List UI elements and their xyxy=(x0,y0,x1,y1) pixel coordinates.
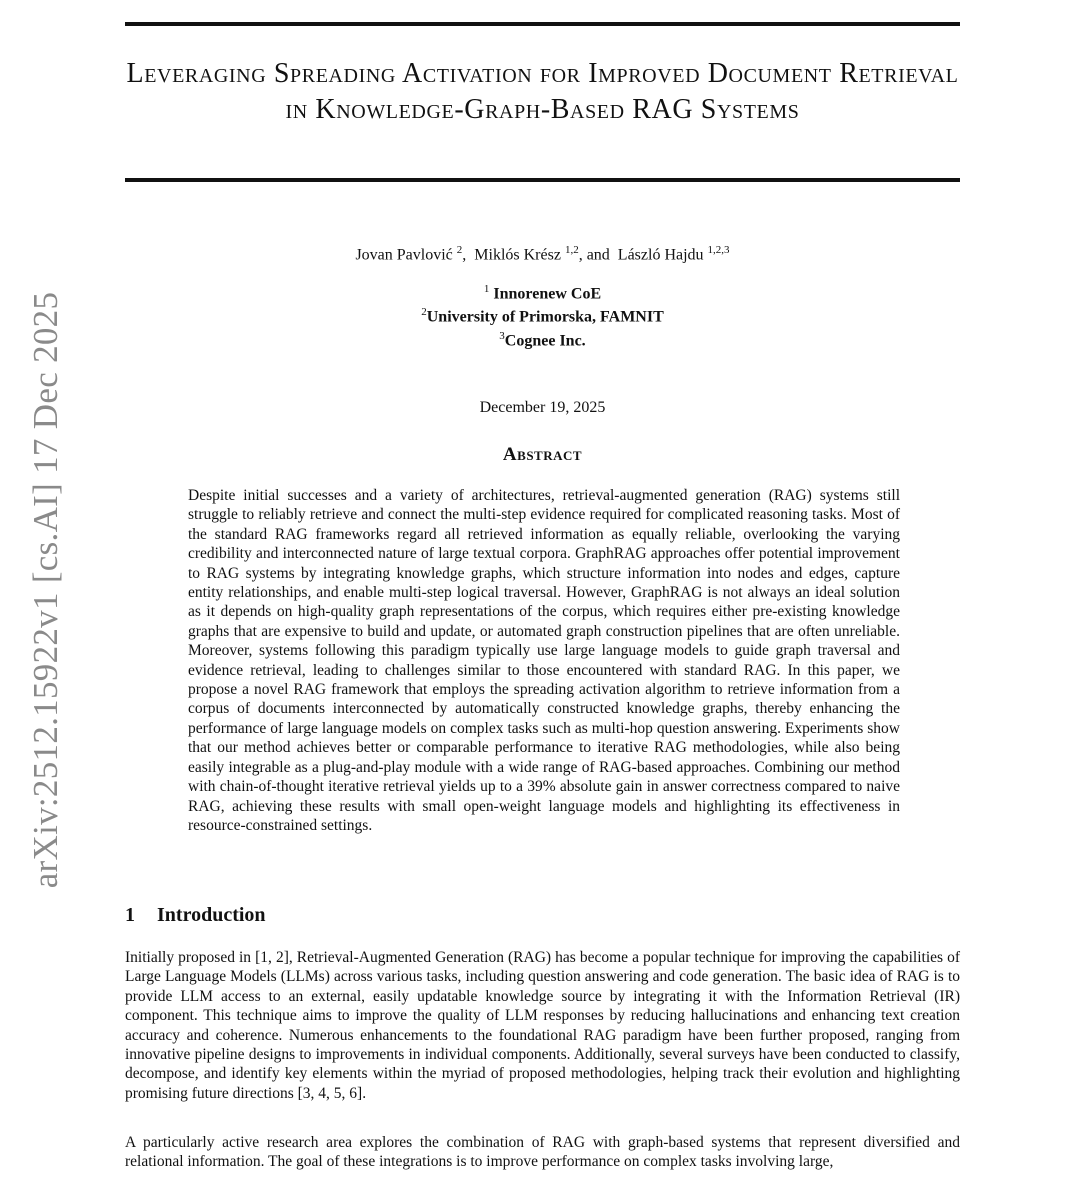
title-bottom-rule xyxy=(125,178,960,182)
affiliation xyxy=(125,327,960,350)
affiliation-mark: 1 xyxy=(483,283,490,295)
affiliation-mark: 3 xyxy=(499,329,505,342)
author-affiliation-marks: 1,2 xyxy=(564,244,579,256)
section-number: 1 xyxy=(125,904,135,926)
author-separator: , and xyxy=(578,246,610,264)
author-separator: , xyxy=(462,246,467,264)
affiliation xyxy=(125,303,960,326)
arxiv-identifier-text: arXiv:2512.15922v1 [cs.AI] 17 Dec 2025 xyxy=(26,291,65,889)
affiliation-list xyxy=(125,280,960,350)
publication-date: December 19, 2025 xyxy=(479,399,606,416)
section-heading xyxy=(125,903,266,927)
affiliation xyxy=(125,280,960,303)
author-name: Jovan Pavlović xyxy=(355,246,453,264)
abstract-text: Despite initial successes and a variety of architectures, retrieval-augmented generation (RAG) systems still struggle to reliably retrieve and connect the multi-step evidence required for complicated reasoning tasks. Most of the standard RAG frameworks regard all retrieved information as equally reliable, overlooking the varying credibility and interconnected nature of large textual corpora. GraphRAG approaches offer potential improvement to RAG systems by integrating knowledge graphs, which structure information into nodes and edges, capture entity relationships, and enable multi-step logical traversal. However, GraphRAG is not always an ideal solution as it depends on high-quality graph representations of the corpus, which requires either pre-existing knowledge graphs that are expensive to build and update, or automated graph construction pipelines that are often unreliable. Moreover, systems following this paradigm typically use large language models to guide graph traversal and evidence retrieval, leading to challenges similar to those encountered with standard RAG. In this paper, we propose a novel RAG framework that employs the spreading activation algorithm to retrieve information from a corpus of documents interconnected by automatically constructed knowledge graphs, thereby enhancing the performance of large language models on complex tasks such as multi-hop question answering. Experiments show that our method achieves better or comparable performance to iterative RAG methodologies, while also being easily integrable as a plug-and-play module with a wide range of RAG-based approaches. Combining our method with chain-of-thought iterative retrieval yields up to a 39% absolute gain in answer correctness compared to naive RAG, achieving these results with small open-weight language models and highlighting its effectiveness in resource-constrained settings. xyxy=(188,487,900,834)
affiliation-name: University of Primorska, FAMNIT xyxy=(426,308,664,326)
author-affiliation-marks: 2 xyxy=(456,244,463,256)
abstract-heading: Abstract xyxy=(502,444,583,465)
affiliation-name: Cognee Inc. xyxy=(504,331,586,349)
arxiv-identifier xyxy=(24,280,68,900)
paper-title: Leveraging Spreading Activation for Improved Document Retrieval in Knowledge-Graph-Based RAG Systems xyxy=(126,58,959,125)
author-list xyxy=(125,240,960,265)
author-affiliation-marks: 1,2,3 xyxy=(707,244,730,256)
affiliation-mark: 2 xyxy=(421,306,427,319)
affiliation-name: Innorenew CoE xyxy=(493,285,602,303)
body-paragraph: Initially proposed in [1, 2], Retrieval-Augmented Generation (RAG) has become a popular technique for improving the capabilities of Large Language Models (LLMs) across various tasks, including question answering and code generation. The basic idea of RAG is to provide LLM access to an external, easily updatable knowledge source by integrating it with the Information Retrieval (IR) component. This technique aims to improve the quality of LLM responses by reducing hallucinations and enhancing text creation accuracy and coherence. Numerous enhancements to the foundational RAG paradigm have been further proposed, ranging from innovative pipeline designs to improvements in individual components. Additionally, several surveys have been conducted to classify, decompose, and identify key elements within the myriad of proposed methodologies, helping track their evolution and highlighting promising future directions [3, 4, 5, 6]. xyxy=(125,949,960,1102)
section-title: Introduction xyxy=(157,904,266,926)
author-name: Miklós Krész xyxy=(474,246,561,264)
body-paragraph: A particularly active research area explores the combination of RAG with graph-based systems that represent diversified and relational information. The goal of these integrations is to improve performance on complex tasks involving large, xyxy=(125,1134,960,1171)
title-top-rule xyxy=(125,22,960,26)
author-name: László Hajdu xyxy=(617,246,704,264)
